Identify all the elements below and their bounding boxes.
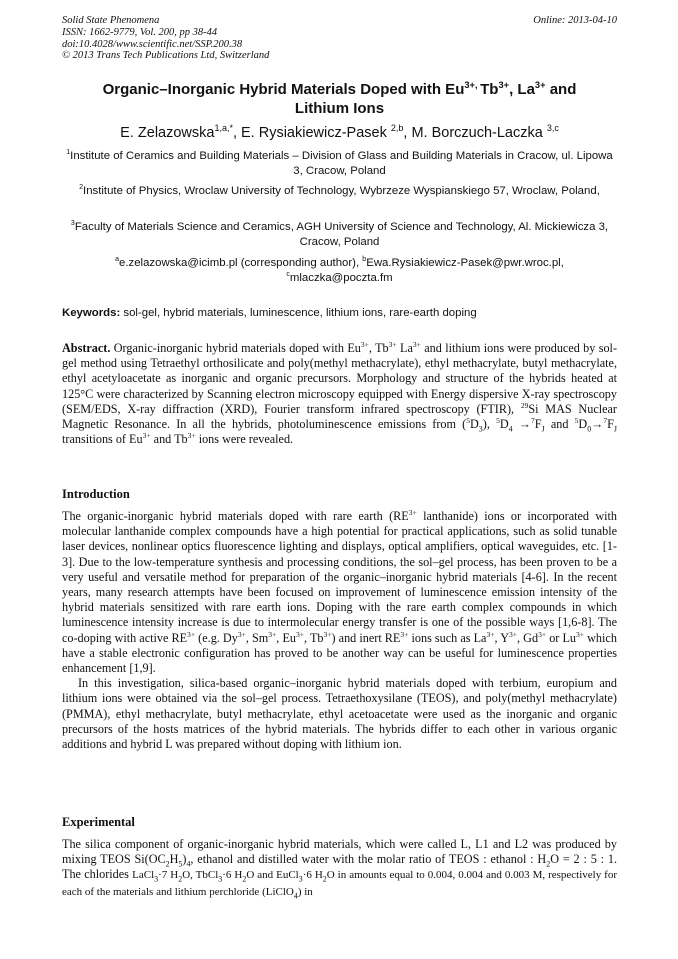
keywords-text: sol-gel, hybrid materials, luminescence, lithium ions, rare-earth doping (120, 307, 477, 319)
introduction-paragraph-2: In this investigation, silica-based organic–inorganic hybrid materials doped with terbium, europium and lithium ions were obtained via the sol–gel process. Tetraethoxysilane (TEOS), and poly(methyl methacrylate) (PMMA), ethyl methacrylate, butyl methacrylate, ethyl acetoacetate were used as the inorganic and organic precursors of the hosts matrices of the hybrid materials. The hybrids differ to each other in various organic additions and hybrid L was prepared without doping with lithium ion. (62, 676, 617, 752)
journal-issn: ISSN: 1662-9779, Vol. 200, pp 38-44 (62, 26, 218, 38)
keywords (62, 306, 617, 321)
journal-name: Solid State Phenomena (62, 15, 160, 26)
online-date: Online: 2013-04-10 (533, 15, 617, 26)
introduction-paragraph-1: The organic-inorganic hybrid materials doped with rare earth ($RE^{3+}$ lanthanide) ions or incorporated with molecular lanthanide complex compounds have a high potential for practical applications, such as solid tunable laser devices, nonlinear optics fluorescence lighting and displays, optical amplifiers, optical waveguides, etc. [1-3]. Due to the low-temperature synthesis and processing conditions, the sol–gel process, has been proven to be a very useful and versatile method for preparation of the organic–inorganic hybrid materials [4-6]. In the recent years, many research attempts have been focused on improvement of luminescence emission intensity of the hybrid materials sensitized with rare earth ions. Doping with the rare earth complex compounds in which luminescence intensity increase is due to intermolecular energy transfer is one of the possible ways [1,6-8]. The co-doping with active $RE^{3+}$ (e.g. $Dy^{3+}$, $Sm^{3+}$, $Eu^{3+}$, $Tb^{3+}$) and inert $RE^{3+}$ ions such as $La^{3+}$, $Y^{3+}$, $Gd^{3+}$ or $Lu^{3+}$ which have a stable electronic configuration has proved to be another way can be useful for luminescence properties enhancement [1,9]. (62, 507, 618, 676)
abstract: Abstract. Organic-inorganic hybrid materials doped with $Eu^{3+}$, $Tb^{3+}$ $La^{3+}$ and lithium ions were produced by sol-gel method using Tetraethyl orthosilicate and poly(methyl methacrylate), ethyl methacrylate, butyl methacrylate, ethyl acetyloacetate as inorganic and organic precursors. Morphology and structure of the hybrids heated at 125°C were characterized by Scanning electron microscopy equipped with Energy dispersive X-ray spectroscopy (SEM/EDS, X-ray diffraction (XRD), Fourier transform infrared spectroscopy (FTIR), $^{29}$Si MAS Nuclear Magnetic Resonance. In all the hybrids, photoluminescence emissions from $(^5D_3)$, $^5D_4 \to^7F_J$ and $^5D_0\to^7F_J$ transitions of $Eu^{3+}$ and $Tb^{3+}$ ions were revealed. (62, 339, 618, 447)
author-emails: $^a$e.zelazowska@icimb.pl (corresponding author), $^b$Ewa.Rysiakiewicz-Pasek@pwr.wroc.pl, $^c$mlaczka@poczta.fm (115, 256, 564, 284)
email-b[interactable]: Ewa.Rysiakiewicz-Pasek@pwr.wroc.pl, (366, 257, 564, 269)
experimental-paragraph-1: The silica component of organic-inorganic hybrid materials, which were called L, L1 and L2 was produced by mixing TEOS $Si(OC_2H_5)_4$, ethanol and distilled water with the molar ratio of TEOS : ethanol : $H_2O = 2$ : 5 : 1. The chlorides LaCl$_3$·7 $H_2O$, TbCl$_3$·6 $H_2O$ and EuCl$_3$·6 $H_2O$ in amounts equal to 0.004, 0.004 and 0.003 M, respectively for each of the materials and lithium perchloride (LiClO$_4$) in (62, 837, 618, 901)
introduction-heading: Introduction (62, 487, 130, 501)
author-list: E. Zelazowska$^{1,a,*}$, E. Rysiakiewicz-Pasek $^{2,b}$, M. Borczuch-Laczka $^{3,c}$ (120, 123, 559, 141)
affiliation-3: $^3$Faculty of Materials Science and Ceramics, AGH University of Science and Technology, Al. Mickiewicza 3, Cracow, Poland (70, 220, 609, 248)
affiliation-2: $^2$Institute of Physics, Wroclaw University of Technology, Wybrzeze Wyspianskiego 57, Wroclaw, Poland, (79, 184, 600, 197)
email-a[interactable]: e.zelazowska@icimb.pl (corresponding author), (119, 257, 363, 269)
journal-copyright: © 2013 Trans Tech Publications Ltd, Switzerland (62, 50, 270, 62)
abstract-label: Abstract. (62, 341, 111, 355)
journal-doi: doi:10.4028/www.scientific.net/SSP.200.38 (62, 38, 243, 50)
paper-title: Organic–Inorganic Hybrid Materials Doped with $Eu^{3+,}$ $Tb^{3+}$, $La^{3+}$ and Lithium Ions (102, 80, 577, 117)
keywords-label: Keywords: (62, 307, 121, 319)
affiliation-1: $^1$Institute of Ceramics and Building Materials – Division of Glass and Building Materials in Cracow, ul. Lipowa 3, Cracow, Poland (66, 149, 613, 177)
running-header (62, 15, 617, 62)
introduction-body (62, 509, 617, 752)
email-c[interactable]: mlaczka@poczta.fm (289, 272, 393, 284)
experimental-heading: Experimental (62, 815, 135, 829)
